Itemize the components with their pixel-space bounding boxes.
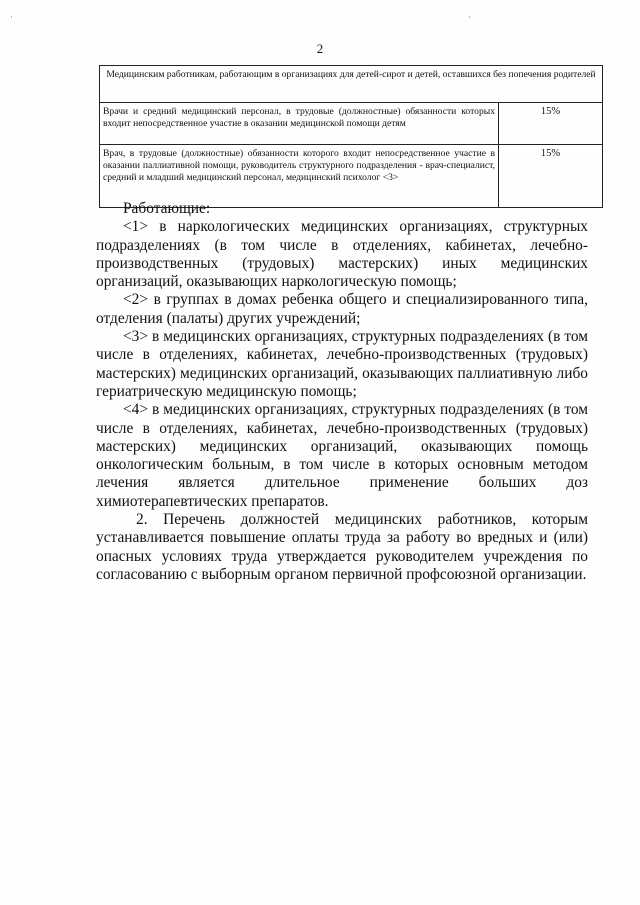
scan-mark-right: · — [468, 12, 471, 22]
footnote-3: <3> в медицинских организациях, структурных подразделениях (в том числе в отделениях, кабинетах, лечебно-производственных (трудовых) мастерских) медицинских организаций, оказывающих паллиативную либо гериатрическую медицинскую помощь; — [96, 328, 588, 400]
table-row — [100, 103, 603, 145]
paragraph-2: 2. Перечень должностей медицинских работников, которым устанавливается повышение оплаты труда за работу во вредных и (или) опасных условиях труда утверждается руководителем учреждения по согласованию с выборным органом первичной профсоюзной организации. — [96, 511, 588, 583]
allowance-table — [99, 65, 603, 208]
allowance-percent: 15% — [499, 103, 603, 145]
page-number: 2 — [316, 41, 324, 56]
footnote-1: <1> в наркологических медицинских организациях, структурных подразделениях (в том числе в отделениях, кабинетах, лечебно-производственных (трудовых) мастерских) иных медицинских организаций, оказывающих наркологическую помощь; — [96, 218, 588, 291]
table-header-cell: Медицинским работникам, работающим в организациях для детей-сирот и детей, оставшихся без попечения родителей — [100, 66, 603, 103]
notes-intro: Работающие: — [123, 200, 211, 217]
scan-mark-left: · — [10, 12, 13, 22]
body-text — [96, 200, 588, 584]
allowance-percent: 15% — [499, 145, 603, 208]
table-header-row — [100, 66, 603, 103]
position-description: Врачи и средний медицинский персонал, в трудовые (должностные) обязанности которых входит непосредственное участие в оказании медицинской помощи детям — [100, 103, 499, 145]
footnote-2: <2> в группах в домах ребенка общего и специализированного типа, отделения (палаты) других учреждений; — [96, 291, 588, 327]
position-description: Врач, в трудовые (должностные) обязанности которого входит непосредственное участие в оказании паллиативной помощи, руководитель структурного подразделения - врач-специалист, средний и младший медицинский персонал, медицинский психолог <3> — [100, 145, 499, 208]
table-row — [100, 145, 603, 208]
footnote-4: <4> в медицинских организациях, структурных подразделениях (в том числе в отделениях, кабинетах, лечебно-производственных (трудовых) мастерских) медицинских организаций, оказывающих помощь онкологическим больным, в том числе в которых основным методом лечения является длительное применение больших доз химиотерапевтических препаратов. — [96, 401, 588, 510]
